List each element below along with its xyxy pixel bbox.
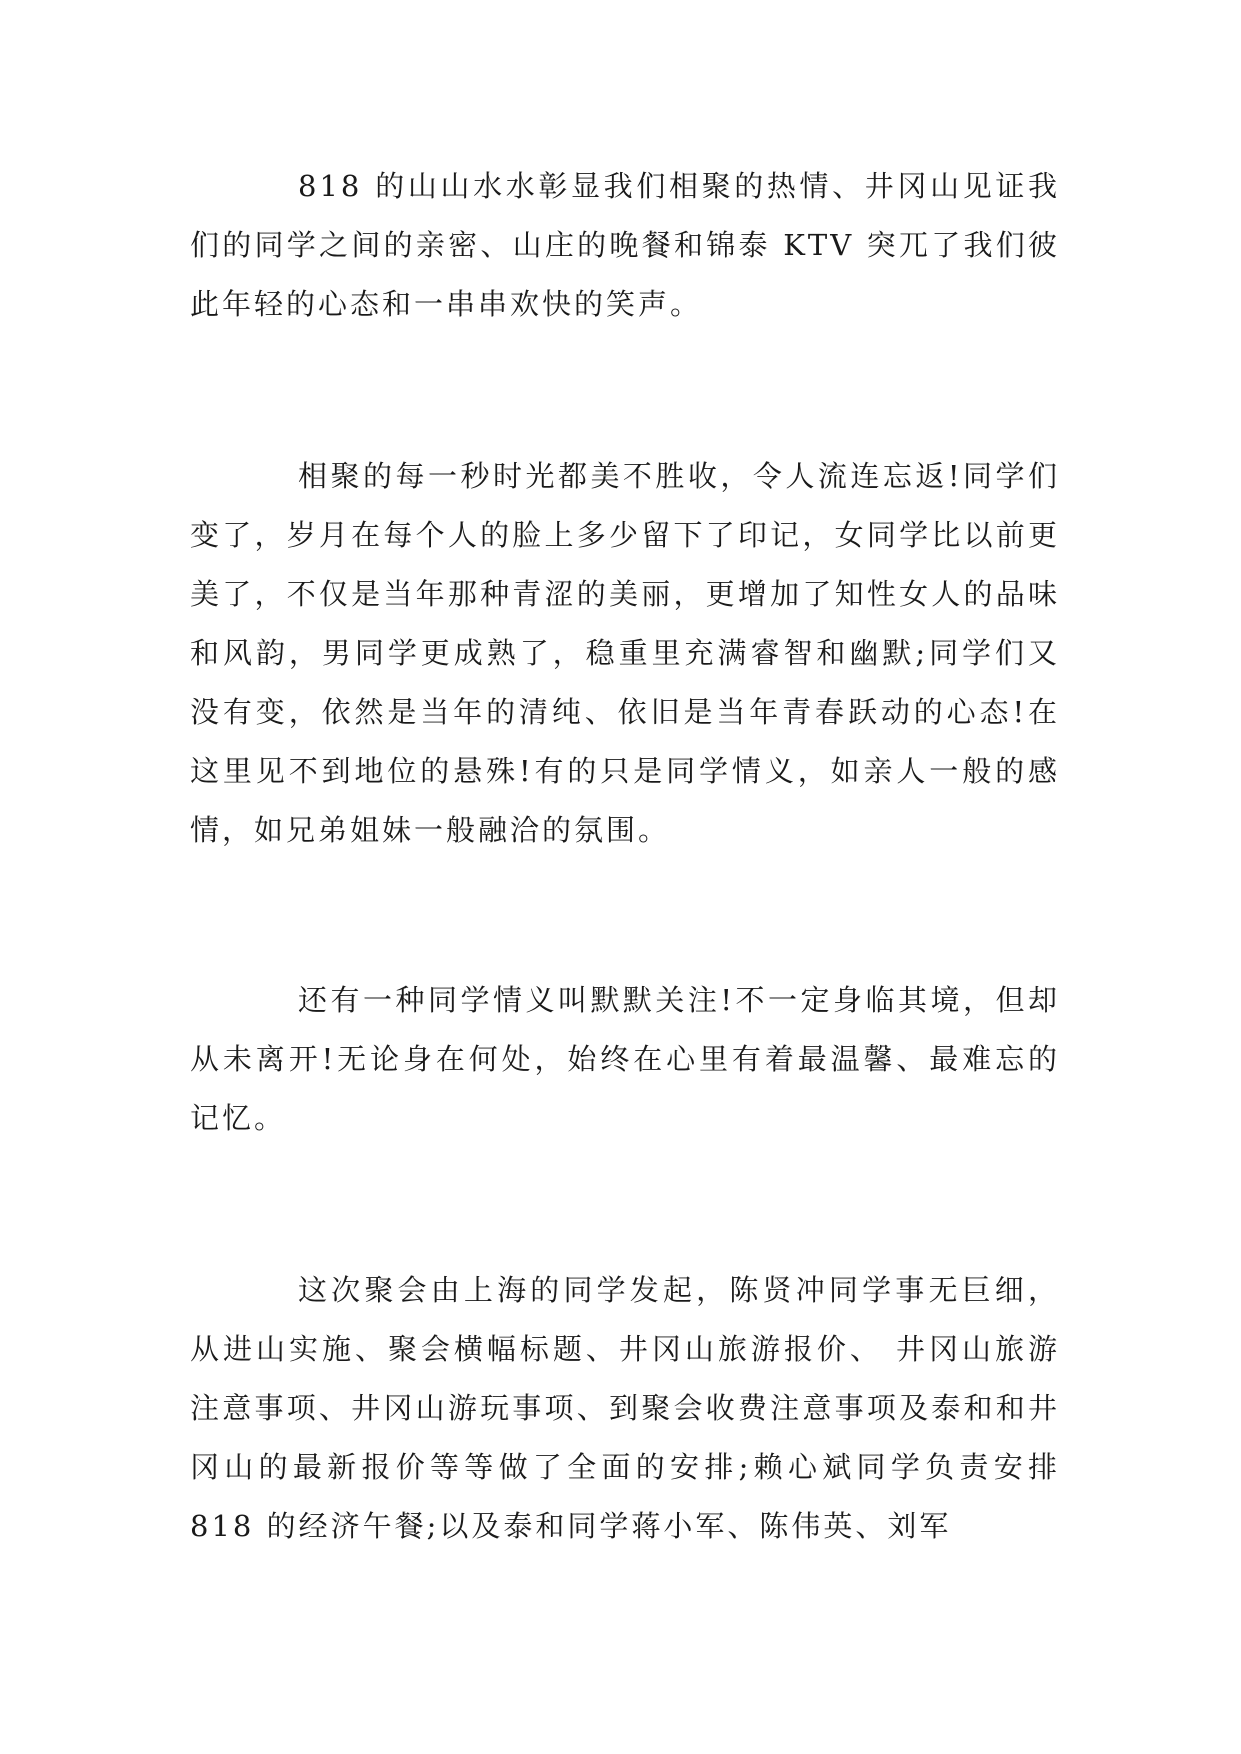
paragraph-1: 818 的山山水水彰显我们相聚的热情、井冈山见证我们的同学之间的亲密、山庄的晚餐和锦泰 KTV 突兀了我们彼此年轻的心态和一串串欢快的笑声。 xyxy=(190,169,1060,321)
paragraph-2: 相聚的每一秒时光都美不胜收，令人流连忘返!同学们变了，岁月在每个人的脸上多少留下了印记，女同学比以前更美了，不仅是当年那种青涩的美丽，更增加了知性女人的品味和风韵，男同学更成熟了，稳重里充满睿智和幽默;同学们又没有变，依然是当年的清纯、依旧是当年青春跃动的心态!在这里见不到地位的悬殊!有的只是同学情义，如亲人一般的感情，如兄弟姐妹一般融洽的氛围。 xyxy=(190,459,1060,847)
paragraph-4: 这次聚会由上海的同学发起，陈贤冲同学事无巨细，从进山实施、聚会横幅标题、井冈山旅游报价、 井冈山旅游注意事项、井冈山游玩事项、到聚会收费注意事项及泰和和井冈山的最新报价等等做了全面的安排;赖心斌同学负责安排 818 的经济午餐;以及泰和同学蒋小军、陈伟英、刘军 xyxy=(190,1273,1060,1543)
paragraph-3: 还有一种同学情义叫默默关注!不一定身临其境，但却从未离开!无论身在何处，始终在心里有着最温馨、最难忘的记忆。 xyxy=(190,983,1060,1135)
